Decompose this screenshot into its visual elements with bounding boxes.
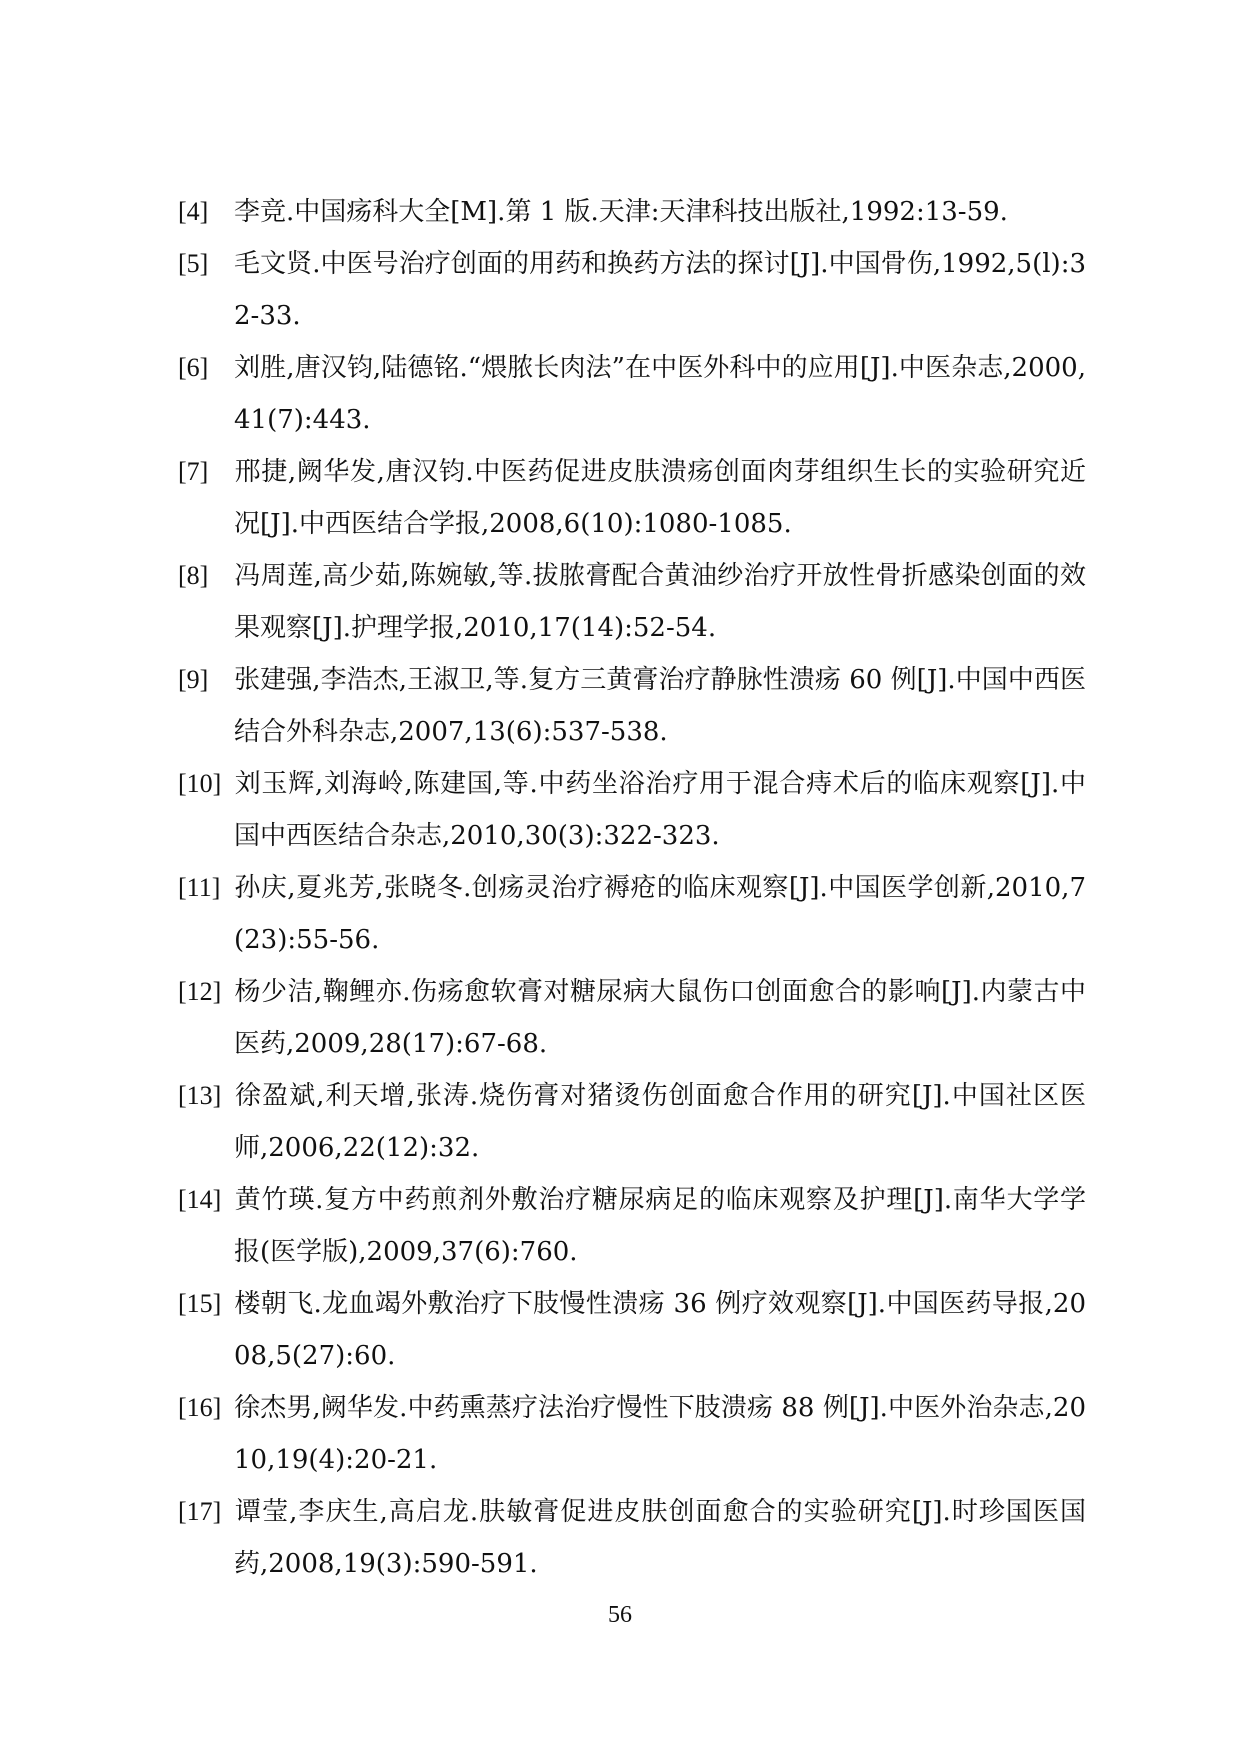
reference-item	[178, 186, 1086, 238]
reference-item	[178, 1070, 1086, 1174]
reference-text: 杨少洁,鞠鲤亦.伤疡愈软膏对糖尿病大鼠伤口创面愈合的影响[J].内蒙古中医药,2009,28(17):67-68.	[234, 977, 1086, 1059]
reference-number: [14]	[178, 1185, 222, 1214]
reference-text: 刘胜,唐汉钧,陆德铭.“煨脓长肉法”在中医外科中的应用[J].中医杂志,2000,41(7):443.	[234, 353, 1086, 435]
reference-text: 刘玉辉,刘海岭,陈建国,等.中药坐浴治疗用于混合痔术后的临床观察[J].中国中西医结合杂志,2010,30(3):322-323.	[234, 769, 1086, 851]
page-number: 56	[608, 1602, 632, 1628]
reference-number: [9]	[178, 665, 209, 694]
reference-number: [8]	[178, 561, 209, 590]
reference-text: 孙庆,夏兆芳,张晓冬.创疡灵治疗褥疮的临床观察[J].中国医学创新,2010,7(23):55-56.	[234, 873, 1086, 955]
reference-number: [5]	[178, 249, 209, 278]
reference-text: 毛文贤.中医号治疗创面的用药和换药方法的探讨[J].中国骨伤,1992,5(l):32-33.	[234, 249, 1086, 331]
reference-item	[178, 1486, 1086, 1590]
reference-item	[178, 1278, 1086, 1382]
reference-item	[178, 550, 1086, 654]
reference-item	[178, 862, 1086, 966]
reference-text: 邢捷,阙华发,唐汉钧.中医药促进皮肤溃疡创面肉芽组织生长的实验研究近况[J].中西医结合学报,2008,6(10):1080-1085.	[234, 457, 1086, 539]
reference-text: 张建强,李浩杰,王淑卫,等.复方三黄膏治疗静脉性溃疡 60 例[J].中国中西医结合外科杂志,2007,13(6):537-538.	[234, 665, 1086, 747]
reference-number: [10]	[178, 769, 222, 798]
reference-item	[178, 1174, 1086, 1278]
reference-number: [6]	[178, 353, 209, 382]
reference-item	[178, 1382, 1086, 1486]
reference-list	[178, 186, 1086, 1590]
reference-number: [17]	[178, 1497, 222, 1526]
reference-number: [4]	[178, 197, 209, 226]
reference-number: [13]	[178, 1081, 222, 1110]
reference-text: 徐盈斌,利天增,张涛.烧伤膏对猪烫伤创面愈合作用的研究[J].中国社区医师,2006,22(12):32.	[234, 1081, 1086, 1163]
reference-item	[178, 342, 1086, 446]
reference-item	[178, 966, 1086, 1070]
reference-text: 徐杰男,阙华发.中药熏蒸疗法治疗慢性下肢溃疡 88 例[J].中医外治杂志,2010,19(4):20-21.	[234, 1393, 1086, 1475]
reference-number: [11]	[178, 873, 221, 902]
reference-number: [12]	[178, 977, 222, 1006]
reference-text: 谭莹,李庆生,高启龙.肤敏膏促进皮肤创面愈合的实验研究[J].时珍国医国药,2008,19(3):590-591.	[234, 1497, 1086, 1579]
reference-item	[178, 238, 1086, 342]
reference-item	[178, 446, 1086, 550]
reference-item	[178, 654, 1086, 758]
reference-text: 李竞.中国疡科大全[M].第 1 版.天津:天津科技出版社,1992:13-59.	[234, 197, 1008, 227]
reference-number: [7]	[178, 457, 209, 486]
reference-item	[178, 758, 1086, 862]
reference-text: 楼朝飞.龙血竭外敷治疗下肢慢性溃疡 36 例疗效观察[J].中国医药导报,2008,5(27):60.	[234, 1289, 1086, 1371]
reference-text: 冯周莲,高少茹,陈婉敏,等.拔脓膏配合黄油纱治疗开放性骨折感染创面的效果观察[J].护理学报,2010,17(14):52-54.	[234, 561, 1086, 643]
reference-text: 黄竹瑛.复方中药煎剂外敷治疗糖尿病足的临床观察及护理[J].南华大学学报(医学版),2009,37(6):760.	[234, 1185, 1086, 1267]
reference-number: [16]	[178, 1393, 222, 1422]
reference-number: [15]	[178, 1289, 222, 1318]
